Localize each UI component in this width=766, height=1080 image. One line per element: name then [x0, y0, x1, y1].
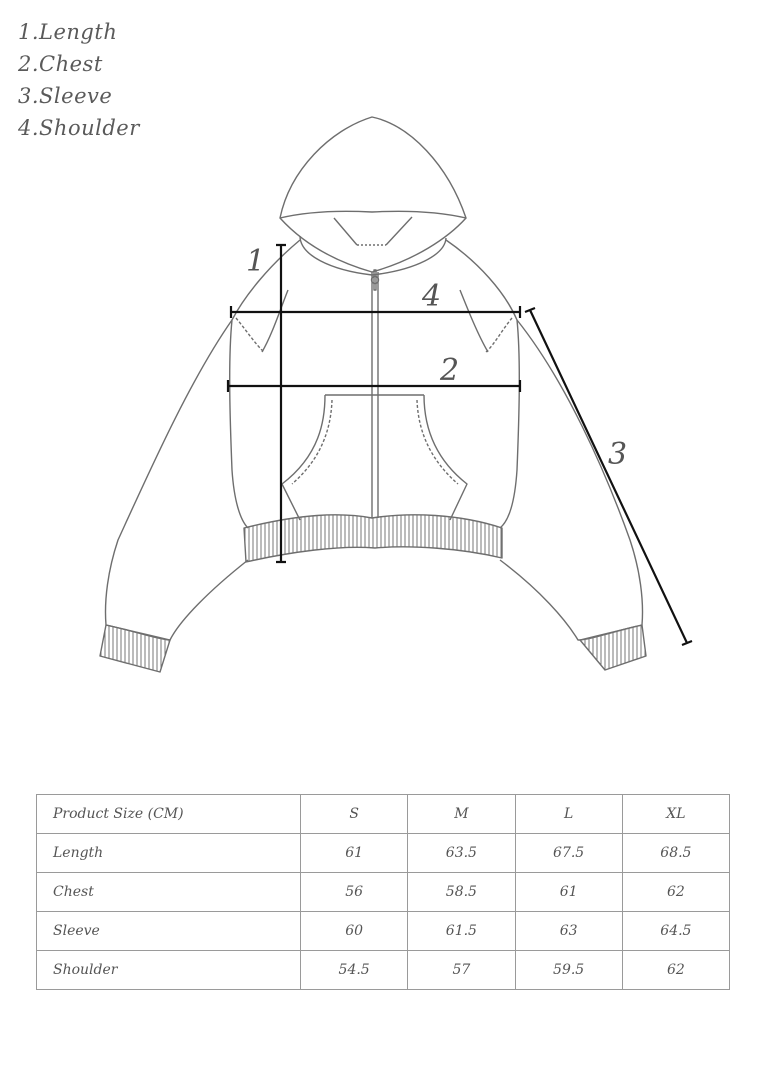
length-label: 1 — [246, 244, 266, 279]
header-size-m: M — [408, 795, 515, 834]
row-label-shoulder: Shoulder — [37, 951, 301, 990]
hood — [280, 117, 466, 218]
sleeve-right — [500, 320, 643, 640]
cell-value: 61.5 — [408, 912, 515, 951]
cell-value: 58.5 — [408, 873, 515, 912]
collar — [300, 236, 446, 275]
cell-value: 68.5 — [622, 834, 729, 873]
legend-item-chest: 2.Chest — [18, 52, 103, 76]
chest-label: 2 — [440, 353, 460, 388]
table-row — [37, 912, 730, 951]
cell-value: 63 — [515, 912, 622, 951]
cuff-left — [100, 625, 170, 672]
cell-value: 63.5 — [408, 834, 515, 873]
header-size-xl: XL — [622, 795, 729, 834]
sleeve-line — [525, 308, 692, 645]
cell-value: 54.5 — [301, 951, 408, 990]
header-size-s: S — [301, 795, 408, 834]
hoodie-diagram — [0, 100, 766, 700]
waistband — [244, 515, 502, 562]
row-label-chest: Chest — [37, 873, 301, 912]
size-chart-table — [36, 794, 730, 990]
header-size-l: L — [515, 795, 622, 834]
hoodie-outline — [100, 117, 646, 672]
row-label-sleeve: Sleeve — [37, 912, 301, 951]
legend-item-shoulder: 4.Shoulder — [18, 116, 140, 140]
cuff-right — [580, 625, 646, 670]
cell-value: 64.5 — [622, 912, 729, 951]
length-line — [276, 245, 286, 562]
shoulder-label: 4 — [422, 279, 442, 314]
cell-value: 56 — [301, 873, 408, 912]
table-row — [37, 834, 730, 873]
table-header-row — [37, 795, 730, 834]
shoulder-line — [231, 306, 520, 318]
cell-value: 62 — [622, 873, 729, 912]
cell-value: 61 — [515, 873, 622, 912]
cell-value: 57 — [408, 951, 515, 990]
cell-value: 59.5 — [515, 951, 622, 990]
kangaroo-pocket — [282, 395, 467, 520]
legend-item-length: 1.Length — [18, 20, 118, 44]
cell-value: 61 — [301, 834, 408, 873]
header-product-size: Product Size (CM) — [37, 795, 301, 834]
sleeve-left — [106, 320, 249, 640]
chest-line — [228, 380, 520, 392]
table-row — [37, 951, 730, 990]
table-row — [37, 873, 730, 912]
legend-item-sleeve: 3.Sleeve — [18, 84, 113, 108]
sleeve-label: 3 — [608, 437, 628, 472]
cell-value: 60 — [301, 912, 408, 951]
row-label-length: Length — [37, 834, 301, 873]
body-left — [230, 240, 300, 528]
cell-value: 67.5 — [515, 834, 622, 873]
cell-value: 62 — [622, 951, 729, 990]
